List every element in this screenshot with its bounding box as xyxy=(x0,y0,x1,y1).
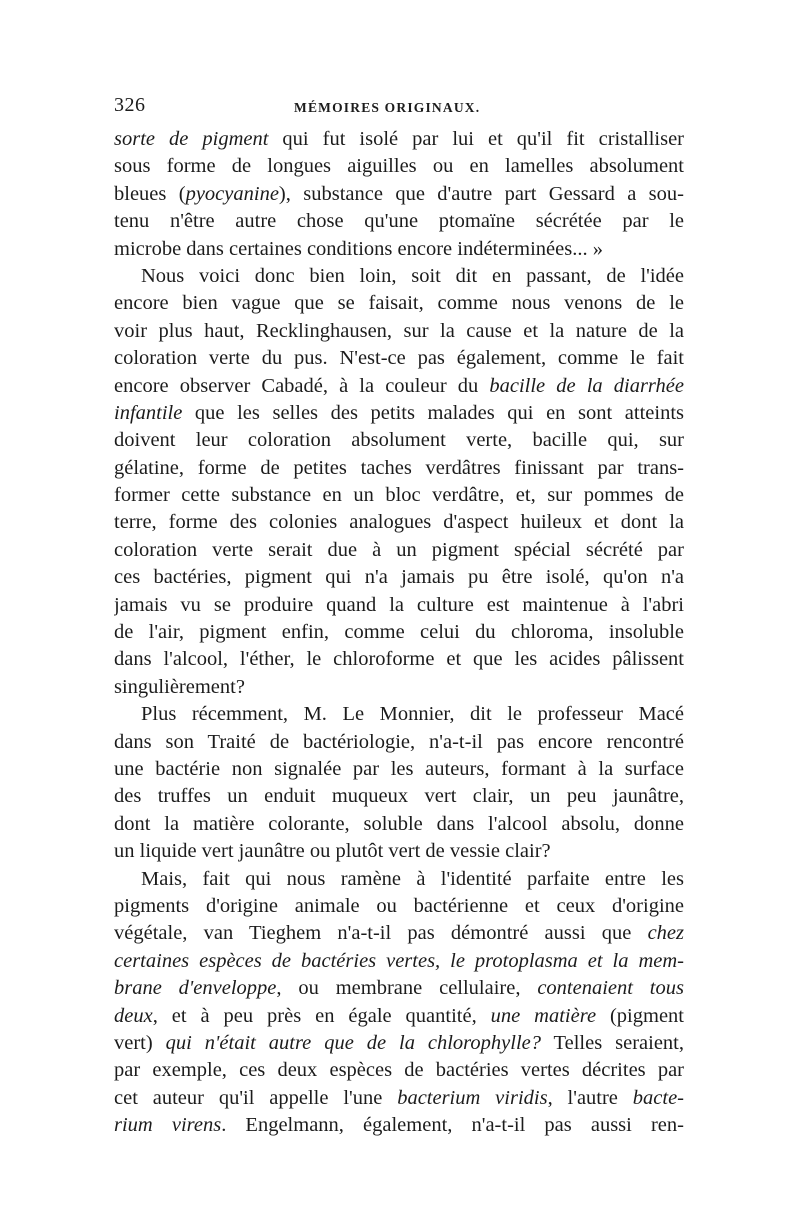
text-line: dans son Traité de bactériologie, n'a-t-il pas encore rencontré xyxy=(114,730,684,753)
text-line: jamais vu se produire quand la culture est maintenue à l'abri xyxy=(114,593,684,616)
text-line: infantile que les selles des petits malades qui en sont atteints xyxy=(114,401,684,424)
text-line: sorte de pigment qui fut isolé par lui et qu'il fit cristalliser xyxy=(114,128,684,150)
text-line: cet auteur qu'il appelle l'une bacterium viridis, l'autre bacte- xyxy=(114,1086,684,1109)
text-line: certaines espèces de bactéries vertes, le protoplasma et la mem- xyxy=(114,949,684,972)
paragraph-first-line: Mais, fait qui nous ramène à l'identité parfaite entre les xyxy=(141,867,684,890)
text-line: tenu n'être autre chose qu'une ptomaïne sécrétée par le xyxy=(114,210,684,233)
text-line: dont la matière colorante, soluble dans l'alcool absolu, donne xyxy=(114,812,684,835)
text-line: des truffes un enduit muqueux vert clair, un peu jaunâtre, xyxy=(114,785,684,808)
text-line: un liquide vert jaunâtre ou plutôt vert de vessie clair? xyxy=(114,840,551,863)
text-line: encore bien vague que se faisait, comme nous venons de le xyxy=(114,292,684,315)
page-number: 326 xyxy=(114,94,146,116)
text-line: former cette substance en un bloc verdâtre, et, sur pommes de xyxy=(114,484,684,507)
text-line: rium virens. Engelmann, également, n'a-t-il pas aussi ren- xyxy=(114,1114,684,1137)
text-line: gélatine, forme de petites taches verdâtres finissant par trans- xyxy=(114,456,684,479)
text-line: coloration verte du pus. N'est-ce pas également, comme le fait xyxy=(114,347,684,370)
text-line: brane d'enveloppe, ou membrane cellulaire, contenaient tous xyxy=(114,977,684,1000)
text-line: végétale, van Tieghem n'a-t-il pas démontré aussi que chez xyxy=(114,922,684,945)
text-line: doivent leur coloration absolument verte, bacille qui, sur xyxy=(114,429,684,452)
text-line: par exemple, ces deux espèces de bactéries vertes décrites par xyxy=(114,1059,684,1082)
text-line: terre, forme des colonies analogues d'aspect huileux et dont la xyxy=(114,511,684,534)
text-line: de l'air, pigment enfin, comme celui du chloroma, insoluble xyxy=(114,621,684,644)
text-line: pigments d'origine animale ou bactérienne et ceux d'origine xyxy=(114,894,684,917)
text-line: une bactérie non signalée par les auteurs, formant à la surface xyxy=(114,757,684,780)
text-line: ces bactéries, pigment qui n'a jamais pu être isolé, qu'on n'a xyxy=(114,566,684,589)
text-line: bleues (pyocyanine), substance que d'autre part Gessard a sou- xyxy=(114,182,684,205)
text-line: encore observer Cabadé, à la couleur du bacille de la diarrhée xyxy=(114,374,684,397)
paragraph-first-line: Nous voici donc bien loin, soit dit en passant, de l'idée xyxy=(141,264,684,287)
running-title: MÉMOIRES ORIGINAUX. xyxy=(294,100,481,115)
text-line: voir plus haut, Recklinghausen, sur la cause et la nature de la xyxy=(114,319,684,342)
page-header xyxy=(114,94,684,124)
text-line: vert) qui n'était autre que de la chlorophylle? Telles seraient, xyxy=(114,1031,684,1054)
body-text xyxy=(114,126,684,1139)
text-line: microbe dans certaines conditions encore indéterminées... » xyxy=(114,237,603,260)
text-line: sous forme de longues aiguilles ou en lamelles absolument xyxy=(114,155,684,178)
text-line: coloration verte serait due à un pigment spécial sécrété par xyxy=(114,538,684,561)
book-page xyxy=(114,94,684,1139)
text-line: dans l'alcool, l'éther, le chloroforme et que les acides pâlissent xyxy=(114,648,684,671)
paragraph-first-line: Plus récemment, M. Le Monnier, dit le professeur Macé xyxy=(141,703,684,726)
text-line: deux, et à peu près en égale quantité, une matière (pigment xyxy=(114,1004,684,1027)
text-line: singulièrement? xyxy=(114,675,245,698)
